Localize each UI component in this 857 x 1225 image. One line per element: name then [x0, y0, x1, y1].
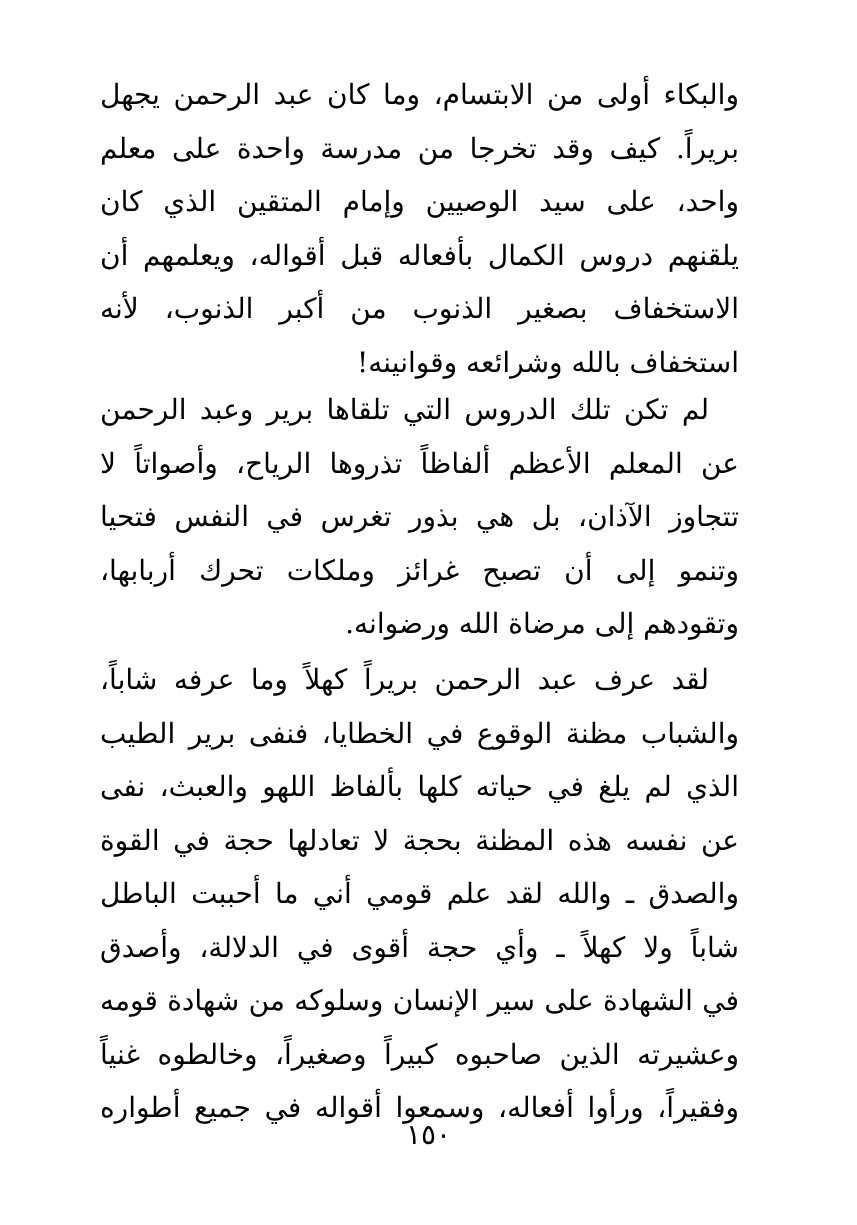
page-number: ١٥٠ — [405, 1118, 452, 1151]
text-line: يلقنهم دروس الكمال بأفعاله قبل أقواله، ويعلمهم أن — [100, 238, 739, 272]
paragraph-3 — [100, 653, 739, 1135]
text-line: وعشيرته الذين صاحبوه كبيراً وصغيراً، وخالطوه غنياً — [100, 1037, 739, 1071]
text-line: شاباً ولا كهلاً ـ وأي حجة أقوى في الدلالة، وأصدق — [100, 930, 739, 964]
text-line: في الشهادة على سير الإنسان وسلوكه من شهادة قومه — [100, 984, 739, 1017]
text-line: لم تكن تلك الدروس التي تلقاها برير وعبد الرحمن — [100, 393, 709, 426]
text-line: لقد عرف عبد الرحمن بريراً كهلاً وما عرفه شاباً، — [100, 663, 709, 696]
text-line: الاستخفاف بصغير الذنوب من أكبر الذنوب، لأنه — [100, 292, 739, 325]
text-line: واحد، على سيد الوصيين وإمام المتقين الذي كان — [100, 185, 739, 218]
text-line: تتجاوز الآذان، بل هي بذور تغرس في النفس فتحيا — [100, 500, 739, 533]
text-line: عن نفسه هذه المظنة بحجة لا تعادلها حجة في القوة — [100, 823, 739, 857]
text-line: وفقيراً، ورأوا أفعاله، وسمعوا أقواله في جميع أطواره — [100, 1091, 739, 1124]
text-line: استخفاف بالله وشرائعه وقوانينه! — [357, 345, 739, 379]
text-line: والصدق ـ والله لقد علم قومي أني ما أحببت الباطل — [100, 877, 739, 910]
text-line: وتنمو إلى أن تصبح غرائز وملكات تحرك أربابها، — [100, 553, 739, 587]
paragraph-1 — [100, 68, 739, 389]
paragraph-2 — [100, 383, 739, 651]
text-line: عن المعلم الأعظم ألفاظاً تذروها الرياح، وأصواتاً لا — [100, 446, 739, 480]
text-line: والبكاء أولى من الابتسام، وما كان عبد الرحمن يجهل — [100, 78, 739, 111]
text-line: بريراً. كيف وقد تخرجا من مدرسة واحدة على معلم — [100, 131, 739, 165]
text-line: الذي لم يلغ في حياته كلها بألفاظ اللهو والعبث، نفى — [100, 770, 739, 803]
text-line: وتقودهم إلى مرضاة الله ورضوانه. — [345, 607, 739, 640]
text-line: والشباب مظنة الوقوع في الخطايا، فنفى برير الطيب — [100, 716, 739, 750]
